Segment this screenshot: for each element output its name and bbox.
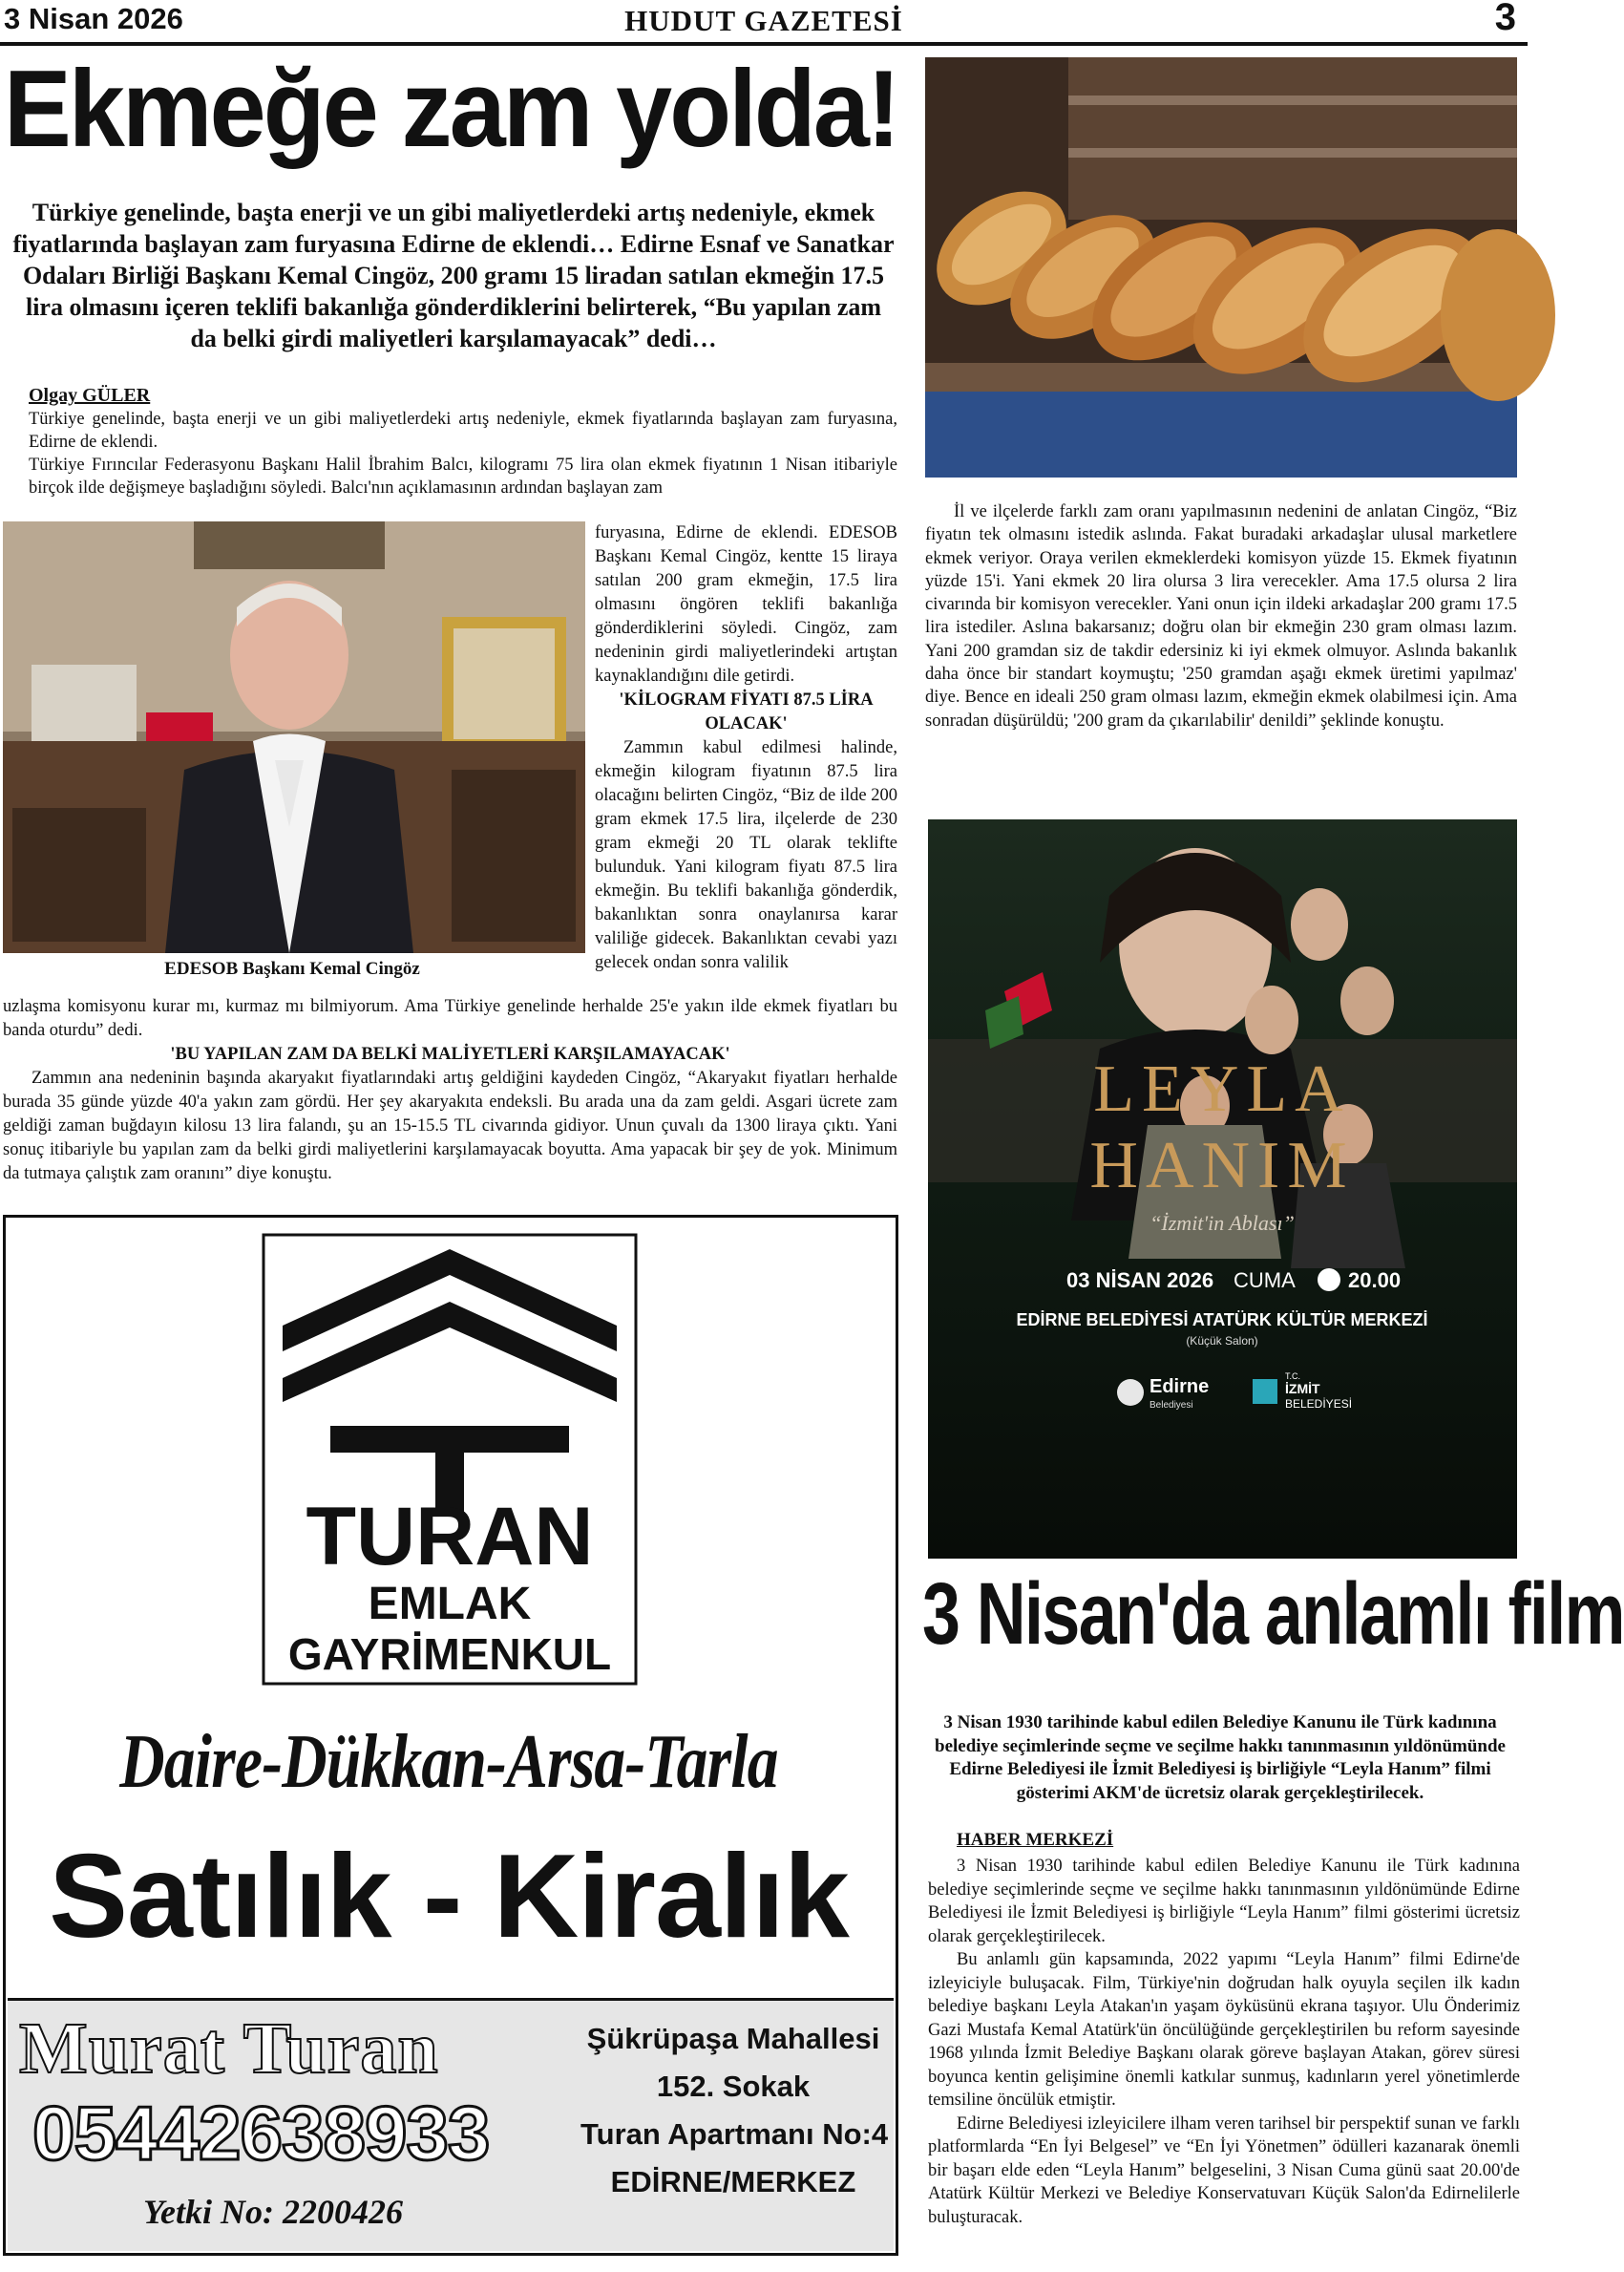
bread-col-paragraph-1: furyasına, Edirne de eklendi. EDESOB Başkanı Kemal Cingöz, kentte 15 liraya satılan 200 gram ekmeğin, 17.5 lira olmasını öngören teklifi bakanlığa gönderdiklerini söyledi. Cingöz, zam nedeninin girdi maliyetlerindeki artıştan kaynaklandığını dile getirdi. [595, 523, 897, 686]
izmit-logo-icon [1253, 1379, 1277, 1404]
masthead-rule [0, 42, 1528, 46]
poster-logo1-sub: Belediyesi [1149, 1400, 1193, 1411]
film-lead: 3 Nisan 1930 tarihinde kabul edilen Belediye Kanunu ile Türk kadınına belediye seçimlerinde seçme ve seçilme hakkı tanınmasının yıldönümünde Edirne Belediyesi ile İzmit Belediyesi iş birliğiyle “Leyla Hanım” filmi gösterimi AKM'de ücretsiz olarak gerçekleştirilecek. [935, 1712, 1506, 1803]
film-byline: HABER MERKEZİ [957, 1830, 1114, 1850]
ad-license: Yetki No: 2200426 [143, 2193, 403, 2231]
poster-logo2: İZMİT [1285, 1381, 1320, 1396]
ad-phone: 05442638933 [32, 2091, 490, 2176]
poster-title-line1: LEYLA [1093, 1052, 1351, 1126]
poster-day: CUMA [1234, 1268, 1296, 1292]
film-paragraph-2: Bu anlamlı gün kapsamında, 2022 yapımı “Leyla Hanım” filmi Edirne'de izleyiciyle buluşacak. Film, Türkiye'nin doğrudan halk oyuyla seçilen ilk kadın belediye başkanı Leyla Atakan'ın yaşam öyküsünü ekrana taşıyor. Ulu Önderimiz Gazi Mustafa Kemal Atatürk'ün öncülüğünde gerçekleştirilen bu reform sayesinde 1968 yılında İzmit Belediye Başkanı olarak göreve başlayan Atakan, görev süresi boyunca kentin gelişimine önemli katkılar sunmuş, kadınların yerel yönetimlerde temsiline öncülük etmiştir. [928, 1950, 1520, 2110]
bread-paragraph-4: Zammın ana nedeninin başında akaryakıt fiyatlarındaki artış geldiğini kaydeden Cingöz, “Akaryakıt fiyatları herhalde burada 35 günde yüzde 40'a yakın zam gördü. Her şey akaryakıta endeksli. Bu arada una da zam geldi. Asgari ücrete zam geldiği zaman buğdayın kilosu 13 lira falandı, şu an 15-15.5 TL civarında gidiyor. Unun çuvalı da 1300 liraya çıktı. Yani sonuç itibariyle bu yapılan zam da belki girdi maliyetlerini karşılamayacak boyutta. Ama yapacak bir şey de yok. Minimum da tutmaya çalıştık zam oranını” diye konuştu. [3, 1069, 897, 1183]
bread-paragraph-1: Türkiye genelinde, başta enerji ve un gibi maliyetlerdeki artış nedeniyle, ekmek fiyatlarında başlayan zam furyasına, Edirne de eklendi. [29, 410, 897, 452]
bread-right-column [925, 500, 1517, 733]
ad-address-line-2: 152. Sokak [656, 2070, 811, 2103]
poster-title-line2: HANIM [1089, 1129, 1355, 1202]
bread-right-paragraph: İl ve ilçelerde farklı zam oranı yapılmasının nedenini de anlatan Cingöz, “Biz fiyatın tek olmasını istedik aslında. Fakat buradaki arkadaşlar ulusal marketlere ekmek veriyor. Oraya verilen ekmeklerdeki komisyon yüzde 15. Ekmek fiyatının yüzde 15'i. Yani ekmek 20 lira olursa 3 lira verecekler. Ama 17.5 olursa 2 lira civarında bir komisyon verecekler. Yani onun için ildeki arkadaşlar 200 gramı 17.5 lira istediler. Aslına bakarsanız; doğru olan bir ekmeğin 230 gram olması lazım. Yani 200 gramdan siz de takdir edersiniz ki iyi ekmek olmuyor. Aslında bakanlık daha önce bir standart koymuştu; '250 gramdan aşağı ekmek üretimi yapılmaz' diye. Bence en ideali 250 gram olması lazım, ekmeğin ekmek olabilmesi için. Ama sonradan düşürüldü; '200 gram da çıkarılabilir' denildi” şeklinde konuştu. [925, 502, 1517, 731]
logo-line3: GAYRİMENKUL [287, 1629, 612, 1679]
bread-col-paragraph-2: Zammın kabul edilmesi halinde, ekmeğin kilogram fiyatının 87.5 lira olacağını belirten Cingöz, “Biz de ilde 200 gram ekmek 17.5 lira, ilçelerde de 230 gram ekmeği 20 TL olarak teklifte bulunduk. Yani kilogram fiyatı 87.5 lira ekmeğin. Bu teklifi bakanlığa gönderdik, bakanlıktan sonra onaylanırsa karar valiliğe gidecek. Bakanlıktan cevabi yazı gelecek ondan sonra valilik [595, 738, 897, 972]
ad-address-line-1: Şükrüpaşa Mahallesi [586, 2022, 880, 2055]
bread-byline: Olgay GÜLER [29, 385, 151, 406]
ad-address-line-3: Turan Apartmanı No:4 [580, 2117, 889, 2151]
logo-line1: TURAN [306, 1491, 594, 1582]
edirne-logo-icon [1117, 1379, 1144, 1406]
poster-date: 03 NİSAN 2026 [1066, 1268, 1214, 1292]
newspaper-name: HUDUT GAZETESİ [624, 4, 903, 37]
bread-subhead-1: 'KİLOGRAM FİYATI 87.5 LİRA OLACAK' [619, 690, 874, 733]
ad-address [580, 2015, 889, 2206]
ad-sale-rent: Satılık - Kiralık [49, 1831, 849, 1963]
bread-subhead-2: 'BU YAPILAN ZAM DA BELKİ MALİYETLERİ KARŞILAMAYACAK' [170, 1045, 730, 1064]
bread-headline: Ekmeğe zam yolda! [4, 49, 898, 170]
film-body [928, 1855, 1520, 2229]
ad-address-line-4: EDİRNE/MERKEZ [610, 2165, 856, 2198]
bread-paragraph-3: uzlaşma komisyonu kurar mı, kurmaz mı bilmiyorum. Ama Türkiye genelinde herhalde 25'e yakın ilde ekmek fiyatları bu banda oturdu” dedi. [3, 997, 897, 1040]
page-number: 3 [1494, 0, 1516, 38]
bread-photo [925, 57, 1517, 478]
ad-property-types: Daire-Dükkan-Arsa-Tarla [119, 1720, 778, 1804]
poster-time: 20.00 [1348, 1268, 1402, 1292]
bread-side-column [595, 521, 897, 975]
poster-logo2-sub: BELEDİYESİ [1285, 1397, 1353, 1411]
clock-icon [1318, 1268, 1340, 1291]
poster-logo1: Edirne [1149, 1376, 1210, 1397]
poster-venue: EDİRNE BELEDİYESİ ATATÜRK KÜLTÜR MERKEZİ [1016, 1310, 1428, 1329]
turan-logo [264, 1235, 636, 1684]
portrait-caption: EDESOB Başkanı Kemal Cingöz [164, 959, 420, 979]
issue-date: 3 Nisan 2026 [4, 2, 183, 35]
logo-line2: EMLAK [368, 1579, 532, 1629]
film-paragraph-3: Edirne Belediyesi izleyicilere ilham veren tarihsel bir perspektif sunan ve farklı platformlarda “En İyi Belgesel” ve “En İyi Yönetmen” ödülleri kazanarak önemli bir başarı elde eden “Leyla Hanım” belgeselini, 3 Nisan Cuma günü saat 20.00'de Atatürk Kültür Merkezi ve Belediye Konservatuvarı Küçük Salon'da Edirnelilerle buluşturacak. [928, 2113, 1520, 2227]
poster-subtitle: “İzmit'in Ablası” [1149, 1211, 1295, 1235]
poster-hall: (Küçük Salon) [1186, 1334, 1258, 1348]
bread-continuation [3, 995, 897, 1186]
portrait-photo [3, 521, 585, 953]
bread-lead: Türkiye genelinde, başta enerji ve un gibi maliyetlerdeki artış nedeniyle, ekmek fiyatlarında başlayan zam furyasına Edirne de eklendi… Edirne Esnaf ve Sanatkar Odaları Birliği Başkanı Kemal Cingöz, 200 gramı 15 liradan satılan ekmeğin 17.5 lira olmasını içeren teklifi bakanlığa gönderdiklerini belirterek, “Bu yapılan zam da belki girdi maliyetleri karşılamayacak” dedi… [12, 199, 895, 352]
film-poster [928, 819, 1517, 1559]
bread-paragraph-2: Türkiye Fırıncılar Federasyonu Başkanı Halil İbrahim Balcı, kilogramı 75 lira olan ekmek fiyatının 1 Nisan itibariyle birçok ilde değişmeye başladığını söyledi. Balcı'nın açıklamasının ardından başlayan zam [29, 456, 897, 498]
film-paragraph-1: 3 Nisan 1930 tarihinde kabul edilen Belediye Kanunu ile Türk kadınına belediye seçimlerinde seçme ve seçilme hakkı tanınmasının yıldönümünde Edirne Belediyesi ile İzmit Belediyesi iş birliğiyle “Leyla Hanım” filmi gösterimi ücretsiz olarak gerçekleştirilecek. [928, 1857, 1520, 1946]
ad-agent-name: Murat Turan [19, 2008, 439, 2089]
poster-logo2-tc: T.C. [1285, 1371, 1301, 1381]
bread-intro [29, 408, 897, 499]
film-headline: 3 Nisan'da anlamlı film [922, 1565, 1624, 1663]
